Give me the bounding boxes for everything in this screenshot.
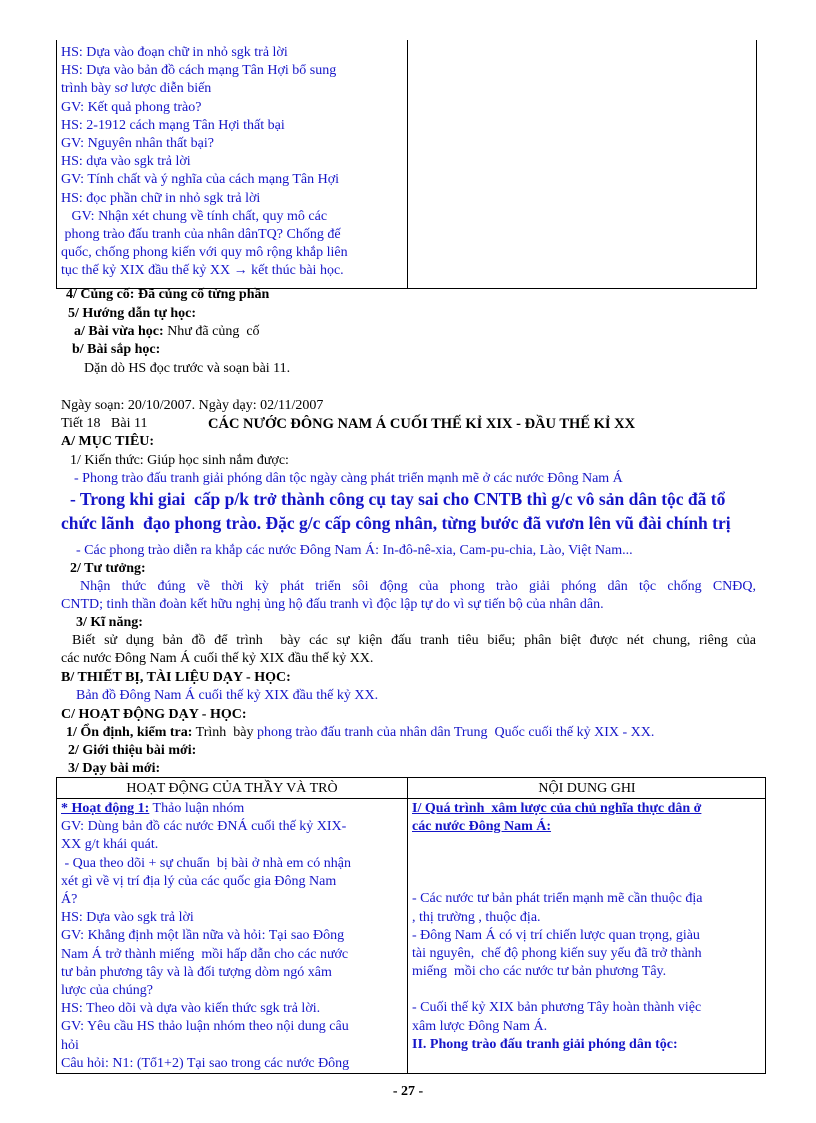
activity-column (61, 800, 401, 1073)
table-line: Câu hỏi: N1: (Tổ1+2) Tại sao trong các nước Đông (61, 1055, 350, 1071)
knowledge-point-2b: chức lãnh đạo phong trào. Đặc g/c cấp công nhân, từng bước đã vươn lên vũ đài chính trị (61, 513, 731, 533)
consolidate-text: Đã củng cố từng phần (137, 287, 270, 302)
table-line: phong trào đấu tranh của nhân dânTQ? Chống đế (61, 227, 341, 243)
table-line: XX g/t khái quát. (61, 837, 159, 853)
table-line: tư bản phương tây và là đối tượng dòm ngó xâm (61, 964, 332, 980)
top-table (56, 40, 757, 289)
table-line: GV: Kết quả phong trào? (61, 99, 202, 115)
equipment-text: Bản đồ Đông Nam Á cuối thế kỷ XIX đầu thế kỷ XX. (76, 688, 379, 703)
header-content: NỘI DUNG GHI (538, 781, 636, 796)
activity-item-1-label: 1/ Ổn định, kiểm tra: (66, 725, 193, 740)
activity-item-3: 3/ Dạy bài mới: (68, 761, 161, 776)
thought-line-1: Nhận thức đúng về thời kỳ phát triển sôi động của phong trào giải phóng dân tộc chống CNĐQ, (80, 579, 756, 594)
table-line: GV: Tính chất và ý nghĩa của cách mạng Tân Hợi (61, 172, 339, 188)
table-line: HS: 2-1912 cách mạng Tân Hợi thất bại (61, 117, 285, 133)
knowledge-label: 1/ Kiến thức: Giúp học sinh nắm được: (70, 453, 289, 468)
consolidate-label: 4/ Củng cố: (66, 287, 135, 302)
table-line: - Qua theo dõi + sự chuẩn bị bài ở nhà em có nhận (61, 855, 351, 871)
objectives-heading: A/ MỤC TIÊU: (61, 434, 155, 449)
header-divider (57, 798, 765, 799)
table-line: lược của chúng? (61, 983, 153, 999)
guide-a-text: Như đã củng cố (167, 324, 260, 339)
content-line: xâm lược Đông Nam Á. (412, 1018, 548, 1034)
content-line: - Các nước tư bản phát triển mạnh mẽ cần thuộc địa (412, 891, 703, 907)
lesson-dates: Ngày soạn: 20/10/2007. Ngày dạy: 02/11/2007 (61, 398, 324, 413)
content-heading-1b: các nước Đông Nam Á: (412, 819, 552, 835)
table-line: GV: Yêu cầu HS thảo luận nhóm theo nội dung câu (61, 1019, 349, 1035)
table-line: trình bày sơ lược diễn biến (61, 81, 212, 97)
knowledge-point-3: - Các phong trào diễn ra khắp các nước Đông Nam Á: In-đô-nê-xia, Cam-pu-chia, Lào, Việt Nam... (76, 543, 633, 558)
content-line: tài nguyên, chế độ phong kiến suy yếu đã trở thành (412, 946, 702, 962)
content-heading-1a: I/ Quá trình xâm lược của chủ nghĩa thực dân ở (412, 801, 702, 816)
lesson-table (56, 777, 766, 1074)
column-divider (407, 778, 408, 1073)
table-line: GV: Dùng bản đồ các nước ĐNÁ cuối thế kỷ XIX- (61, 819, 347, 835)
table-line: Nam Á trở thành miếng mồi hấp dẫn cho các nước (61, 946, 349, 962)
activity-item-2: 2/ Giới thiệu bài mới: (68, 743, 197, 758)
guide-b-label: b/ Bài sắp học: (72, 342, 161, 357)
thought-line-2: CNTD; tinh thần đoàn kết hữu nghị ủng hộ đấu tranh vì độc lập tự do vì sự tiến bộ của nhân dân. (61, 597, 604, 612)
skill-line-1: Biết sử dụng bản đồ để trình bày các sự kiện đấu tranh tiêu biểu; phân biệt được nét chung, riêng của (72, 633, 756, 648)
table-line: quốc, chống phong kiến với quy mô rộng khắp liên (61, 245, 348, 261)
table-line: GV: Nguyên nhân thất bại? (61, 136, 214, 152)
table-line: tục thế kỷ XIX đầu thế kỷ XX → kết thúc bài học. (61, 263, 344, 279)
table-line: HS: Dựa vào sgk trả lời (61, 910, 194, 926)
header-teacher-student: HOẠT ĐỘNG CỦA THẦY VÀ TRÒ (126, 781, 338, 796)
guide-a-label: a/ Bài vừa học: (74, 324, 164, 339)
lesson-title: CÁC NƯỚC ĐÔNG NAM Á CUỐI THẾ KỈ XIX - ĐẦU THẾ KỈ XX (208, 416, 636, 432)
skill-line-2: các nước Đông Nam Á cuối thế kỷ XIX đầu thế kỷ XX. (61, 651, 374, 666)
activity-text: Thảo luận nhóm (152, 801, 245, 816)
table-line: HS: Dựa vào đoạn chữ in nhỏ sgk trả lời (61, 45, 288, 60)
knowledge-point-1: - Phong trào đấu tranh giải phóng dân tộc ngày càng phát triển mạnh mẽ ở các nước Đông Nam Á (74, 471, 623, 486)
guide-heading: 5/ Hướng dẫn tự học: (68, 306, 197, 321)
table-line: GV: Nhận xét chung về tính chất, quy mô các (61, 208, 328, 224)
table-line: xét gì về vị trí địa lý của các quốc gia Đông Nam (61, 873, 337, 889)
content-heading-2: II. Phong trào đấu tranh giải phóng dân tộc: (412, 1036, 678, 1052)
content-line: , thị trường , thuộc địa. (412, 909, 541, 925)
skill-label: 3/ Kĩ năng: (76, 615, 143, 630)
activities-heading: C/ HOẠT ĐỘNG DẠY - HỌC: (61, 707, 247, 722)
top-table-left-cell (61, 44, 401, 281)
lesson-period: Tiết 18 Bài 11 (61, 416, 148, 431)
activity-item-1 (66, 724, 654, 742)
table-line: HS: Dựa vào bản đồ cách mạng Tân Hợi bổ sung (61, 63, 337, 79)
consolidate-line (66, 286, 269, 304)
guide-a-line (74, 323, 260, 341)
table-line: HS: đọc phần chữ in nhỏ sgk trả lời (61, 190, 261, 206)
table-line: Á? (61, 892, 78, 908)
content-line: - Cuối thế kỷ XIX bản phương Tây hoàn thành việc (412, 1000, 702, 1016)
activity-title (61, 800, 401, 818)
table-line: HS: Theo dõi và dựa vào kiến thức sgk trả lời. (61, 1001, 321, 1017)
guide-b-text: Dặn dò HS đọc trước và soạn bài 11. (84, 361, 291, 376)
table-line: GV: Khẳng định một lần nữa và hỏi: Tại sao Đông (61, 928, 345, 944)
knowledge-point-2a: - Trong khi giai cấp p/k trở thành công cụ tay sai cho CNTB thì g/c vô sản dân tộc đã tổ (70, 489, 726, 509)
table-line: HS: dựa vào sgk trả lời (61, 154, 191, 170)
equipment-heading: B/ THIẾT BỊ, TÀI LIỆU DẠY - HỌC: (61, 670, 291, 685)
thought-label: 2/ Tư tưởng: (70, 561, 146, 576)
activity-item-1-topic: phong trào đấu tranh của nhân dân Trung Quốc cuối thế kỷ XIX - XX. (256, 725, 655, 740)
table-line: hỏi (61, 1037, 79, 1053)
content-line: - Đông Nam Á có vị trí chiến lược quan trọng, giàu (412, 927, 700, 943)
activity-label: * Hoạt động 1: (61, 801, 150, 816)
content-line: miếng mồi cho các nước tư bản phương Tây. (412, 964, 667, 980)
page-number: - 27 - (392, 1084, 424, 1099)
content-column (412, 800, 762, 1054)
activity-item-1-text: Trình bày (195, 725, 254, 740)
column-divider (407, 40, 408, 288)
